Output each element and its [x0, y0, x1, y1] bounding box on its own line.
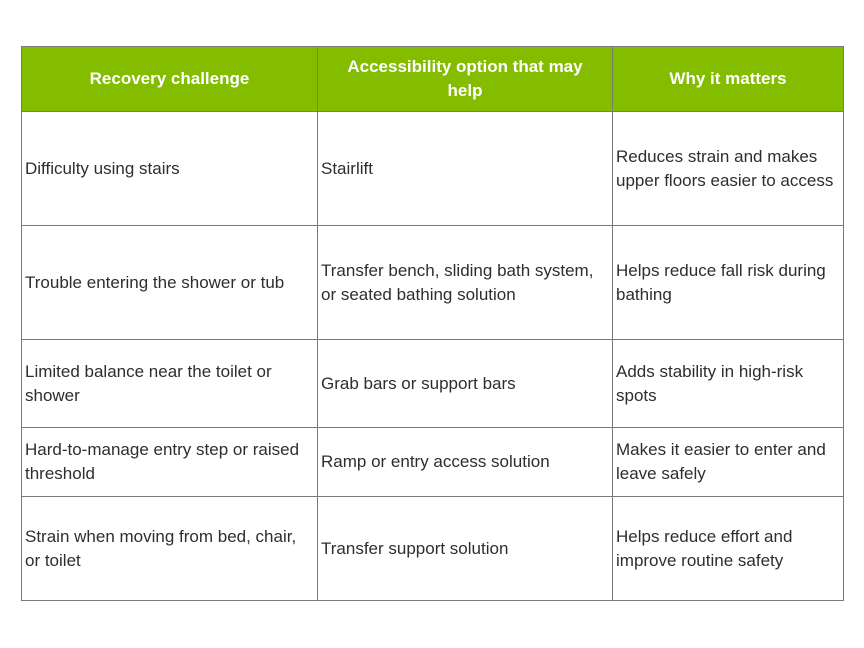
cell-why: Reduces strain and makes upper floors easier to access [613, 112, 844, 226]
cell-challenge: Difficulty using stairs [22, 112, 318, 226]
cell-why: Helps reduce fall risk during bathing [613, 226, 844, 340]
table-body [22, 112, 844, 601]
header-row [22, 47, 844, 112]
table-row [22, 497, 844, 601]
cell-option: Stairlift [318, 112, 613, 226]
table-row [22, 428, 844, 497]
cell-option: Grab bars or support bars [318, 340, 613, 428]
cell-why: Makes it easier to enter and leave safely [613, 428, 844, 497]
cell-why: Helps reduce effort and improve routine safety [613, 497, 844, 601]
header-accessibility-option: Accessibility option that may help [318, 47, 613, 112]
cell-challenge: Strain when moving from bed, chair, or toilet [22, 497, 318, 601]
cell-challenge: Trouble entering the shower or tub [22, 226, 318, 340]
table-row [22, 226, 844, 340]
table-header [22, 47, 844, 112]
cell-option: Transfer bench, sliding bath system, or seated bathing solution [318, 226, 613, 340]
header-why-it-matters: Why it matters [613, 47, 844, 112]
cell-why: Adds stability in high-risk spots [613, 340, 844, 428]
cell-option: Transfer support solution [318, 497, 613, 601]
table-row [22, 340, 844, 428]
cell-challenge: Limited balance near the toilet or shower [22, 340, 318, 428]
cell-option: Ramp or entry access solution [318, 428, 613, 497]
cell-challenge: Hard-to-manage entry step or raised threshold [22, 428, 318, 497]
table-row [22, 112, 844, 226]
header-recovery-challenge: Recovery challenge [22, 47, 318, 112]
recovery-accessibility-table [21, 46, 844, 601]
